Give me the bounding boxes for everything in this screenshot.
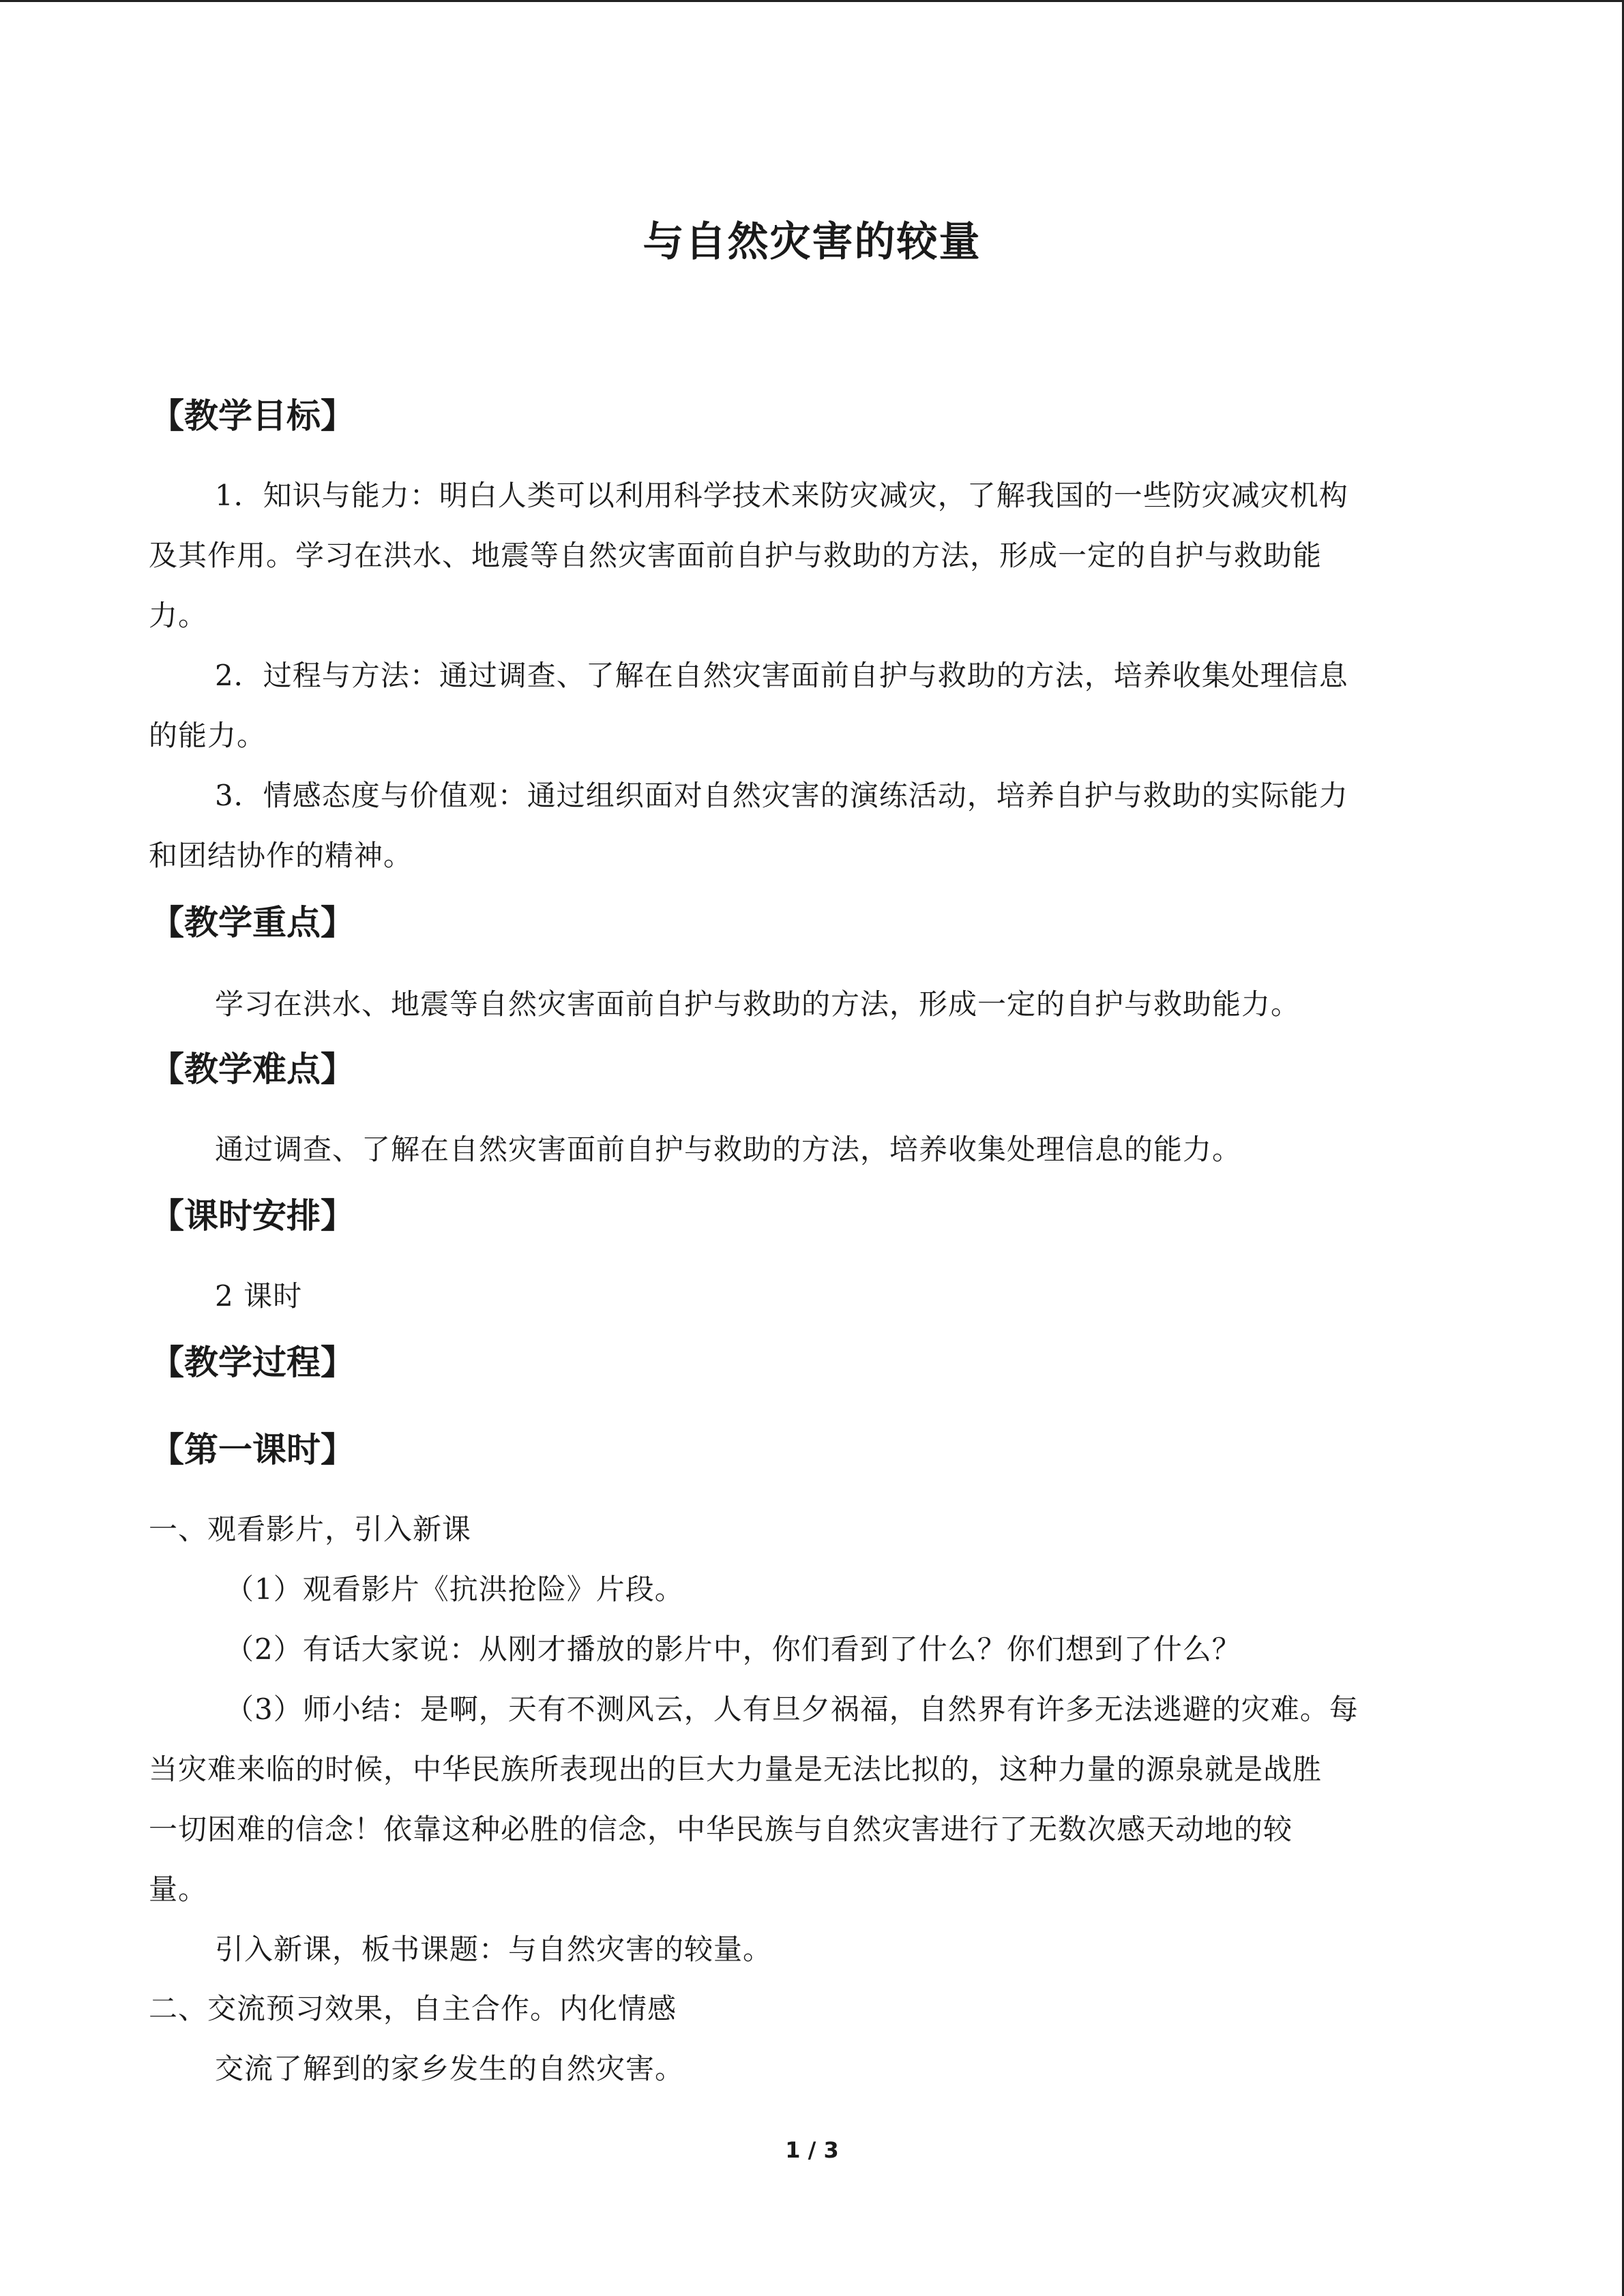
schedule-text: 2 课时 <box>215 1279 303 1313</box>
difficulties-text: 通过调查、了解在自然灾害面前自护与救助的方法，培养收集处理信息的能力。 <box>215 1133 1242 1166</box>
heading-first-lesson: 【第一课时】 <box>150 1430 355 1470</box>
document-title: 与自然灾害的较量 <box>643 218 981 266</box>
step1-item3-line1: （3）师小结：是啊，天有不测风云，人有旦夕祸福，自然界有许多无法逃避的灾难。每 <box>225 1693 1359 1726</box>
goal1-line2: 及其作用。学习在洪水、地震等自然灾害面前自护与救助的方法，形成一定的自护与救助能 <box>149 539 1323 572</box>
step1-item2: （2）有话大家说：从刚才播放的影片中，你们看到了什么？你们想到了什么？ <box>225 1632 1241 1666</box>
step1-intro: 引入新课，板书课题：与自然灾害的较量。 <box>215 1933 773 1966</box>
step1-item3-line3: 一切困难的信念！依靠这种必胜的信念，中华民族与自然灾害进行了无数次感天动地的较 <box>149 1813 1293 1846</box>
key-points-text: 学习在洪水、地震等自然灾害面前自护与救助的方法，形成一定的自护与救助能力。 <box>215 987 1301 1021</box>
step2-text: 交流了解到的家乡发生的自然灾害。 <box>215 2052 685 2085</box>
heading-key-points: 【教学重点】 <box>150 903 355 942</box>
goal1-line1: 1．知识与能力：明白人类可以利用科学技术来防灾减灾，了解我国的一些防灾减灾机构 <box>215 479 1348 512</box>
step1-item3-line4: 量。 <box>149 1873 208 1906</box>
step1-title: 一、观看影片，引入新课 <box>149 1512 472 1546</box>
step1-item3-line2: 当灾难来临的时候，中华民族所表现出的巨大力量是无法比拟的，这种力量的源泉就是战胜 <box>149 1753 1323 1786</box>
page-number: 1 / 3 <box>785 2137 839 2163</box>
goal2-line2: 的能力。 <box>149 719 267 752</box>
goal2-line1: 2．过程与方法：通过调查、了解在自然灾害面前自护与救助的方法，培养收集处理信息 <box>215 659 1348 692</box>
heading-difficulties: 【教学难点】 <box>150 1049 355 1089</box>
goal1-line3: 力。 <box>149 599 208 632</box>
goal3-line1: 3．情感态度与价值观：通过组织面对自然灾害的演练活动，培养自护与救助的实际能力 <box>215 779 1348 812</box>
heading-teaching-goals: 【教学目标】 <box>150 396 355 436</box>
step1-item1: （1）观看影片《抗洪抢险》片段。 <box>225 1572 684 1606</box>
heading-teaching-process: 【教学过程】 <box>150 1343 355 1382</box>
heading-schedule: 【课时安排】 <box>150 1196 355 1236</box>
goal3-line2: 和团结协作的精神。 <box>149 839 413 872</box>
step2-title: 二、交流预习效果，自主合作。内化情感 <box>149 1992 677 2025</box>
